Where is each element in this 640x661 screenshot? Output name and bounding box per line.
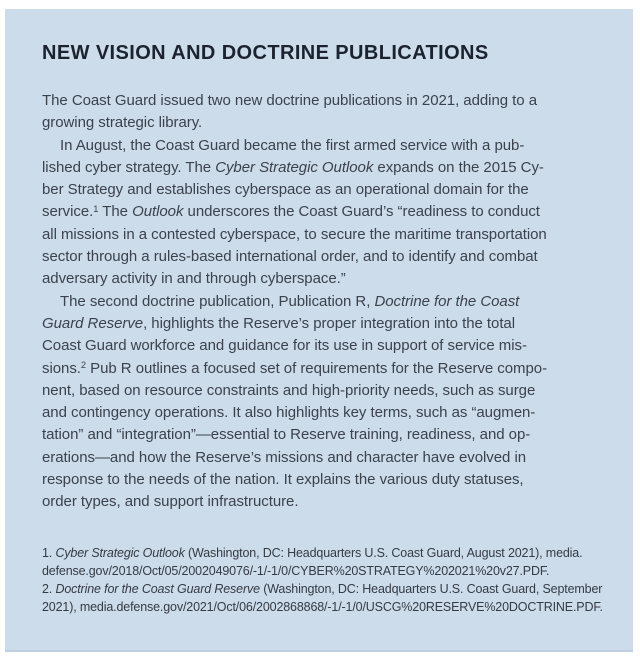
text-run: sions. [42, 359, 81, 377]
text-run: expands on the 2015 Cy- [373, 158, 544, 176]
text-run: growing strategic library. [42, 114, 203, 132]
italic-text: Doctrine for the Coast Guard Reserve [55, 581, 260, 596]
text-line [42, 335, 617, 357]
text-run: defense.gov/2018/Oct/05/2002049076/-1/-1/0/CYBER%20STRATEGY%202021%20v27.PDF. [42, 563, 550, 578]
italic-text: Outlook [132, 203, 184, 221]
text-run: underscores the Coast Guard’s “readiness to conduct [183, 203, 540, 221]
text-line [42, 157, 617, 179]
text-line [42, 544, 617, 562]
text-line [42, 562, 617, 580]
text-run: The [98, 203, 133, 221]
text-line [42, 424, 617, 446]
footnote-marker: 2 [80, 360, 87, 371]
text-line [42, 291, 617, 313]
text-run: The second doctrine publication, Publication R, [60, 292, 375, 310]
text-run: Coast Guard workforce and guidance for its use in support of service mis- [42, 337, 527, 355]
text-line [42, 201, 617, 223]
text-line [42, 246, 617, 268]
text-run: Pub R outlines a focused set of requirements for the Reserve compo- [86, 359, 548, 377]
body-paragraph [42, 135, 617, 291]
callout-box [5, 9, 633, 652]
text-run: (Washington, DC: Headquarters U.S. Coast Guard, August 2021), media. [184, 545, 583, 560]
italic-text: Guard Reserve [42, 314, 144, 332]
footnote [42, 580, 617, 616]
text-line [42, 358, 617, 380]
body-paragraph [42, 90, 617, 135]
text-line [42, 580, 617, 598]
footnote-marker: 1 [93, 204, 99, 215]
text-line [42, 135, 617, 157]
text-run: tation” and “integration”—essential to Reserve training, readiness, and op- [42, 426, 531, 444]
footnote [42, 544, 617, 580]
callout-box-content [5, 9, 633, 616]
text-line [42, 598, 617, 616]
section-title: NEW VISION AND DOCTRINE PUBLICATIONS [42, 42, 489, 64]
text-run: order types, and support infrastructure. [42, 493, 299, 511]
text-line [42, 268, 617, 290]
text-run: 1. [42, 545, 56, 560]
text-run: , highlights the Reserve’s proper integration into the total [143, 314, 516, 332]
text-run: ber Strategy and establishes cyberspace as an operational domain for the [42, 181, 529, 199]
text-line [42, 313, 617, 335]
italic-text: Doctrine for the Coast [374, 292, 520, 310]
text-run: 2021), media.defense.gov/2021/Oct/06/2002868868/-1/-1/0/USCG%20RESERVE%20DOCTRINE.PDF. [42, 599, 603, 614]
text-line [42, 90, 617, 112]
text-line [42, 447, 617, 469]
footnotes [42, 544, 617, 616]
text-run: service. [42, 203, 94, 221]
body-copy [42, 90, 617, 514]
text-line [42, 491, 617, 513]
italic-text: Cyber Strategic Outlook [215, 158, 374, 176]
text-run: lished cyber strategy. The [42, 158, 216, 176]
text-line [42, 380, 617, 402]
text-run: nent, based on resource constraints and high-priority needs, such as surge [42, 381, 536, 399]
text-line [42, 112, 617, 134]
text-run: 2. [42, 581, 56, 596]
text-run: all missions in a contested cyberspace, to secure the maritime transportation [42, 225, 547, 243]
italic-text: Cyber Strategic Outlook [55, 545, 185, 560]
text-run: response to the needs of the nation. It explains the various duty statuses, [42, 471, 524, 489]
text-line [42, 179, 617, 201]
text-run: erations—and how the Reserve’s missions and character have evolved in [42, 448, 527, 466]
text-line [42, 469, 617, 491]
text-run: and contingency operations. It also highlights key terms, such as “augmen- [42, 404, 536, 422]
text-run: (Washington, DC: Headquarters U.S. Coast Guard, September [259, 581, 603, 596]
text-run: In August, the Coast Guard became the first armed service with a pub- [60, 136, 525, 154]
body-paragraph [42, 291, 617, 514]
text-run: adversary activity in and through cyberspace.” [42, 270, 346, 288]
text-run: The Coast Guard issued two new doctrine publications in 2021, adding to a [42, 92, 537, 109]
text-line [42, 224, 617, 246]
text-line [42, 402, 617, 424]
text-run: sector through a rules-based international order, and to identify and combat [42, 248, 538, 266]
